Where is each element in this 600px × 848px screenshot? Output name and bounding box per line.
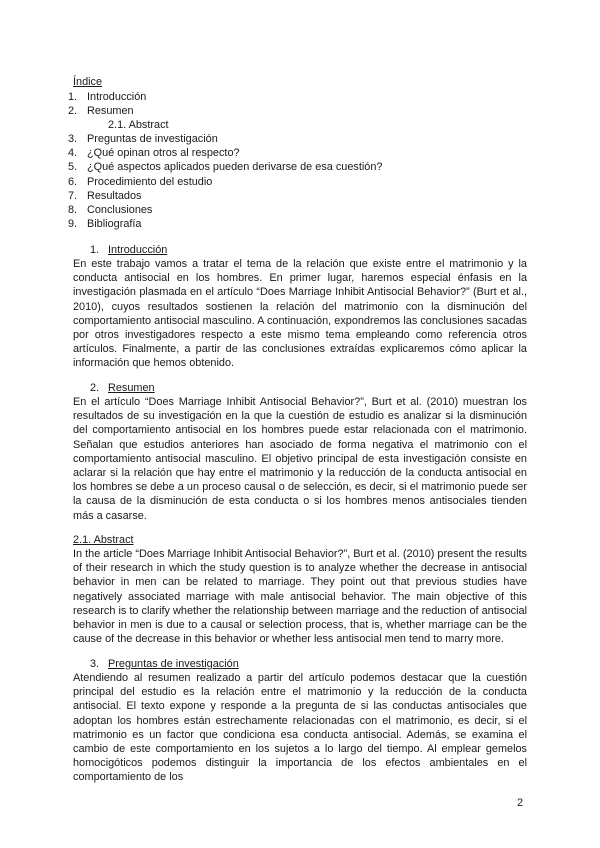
toc-item-label: Conclusiones	[87, 203, 153, 216]
toc-item	[68, 217, 528, 231]
toc-item-number: 1.	[68, 91, 78, 103]
toc-item-label: Preguntas de investigación	[87, 133, 218, 146]
section-title: Resumen	[108, 382, 155, 394]
toc-item-label: Resumen	[87, 105, 134, 118]
toc-item	[68, 118, 528, 132]
toc-item-number: 7.	[68, 189, 78, 202]
section-heading-resumen	[90, 381, 155, 395]
toc-item-label: 2.1. Abstract	[108, 119, 169, 132]
section-paragraph-abstract: In the article “Does Marriage Inhibit Antisocial Behavior?”, Burt et al. (2010) present the results of their research in which the study question is to analyze whether the decrease in antisocial behavior in men can be related to marriage. They point out that previous studies have negatively associated marriage with male antisocial behavior. The main objective of this research is to clarify whether the relationship between marriage and the reduction of antisocial behavior in men is due to a causal or selection process, that is, whether marriage can be the cause of the decrease in this behavior or whether less antisocial men tend to marry more.	[73, 548, 527, 646]
toc-item-number: 9.	[68, 217, 78, 230]
page-number: 2	[517, 797, 524, 809]
toc-item-label: Resultados	[87, 189, 142, 202]
section-paragraph-preguntas: Atendiendo al resumen realizado a partir del artículo podemos destacar que la cuestión principal del estudio es la relación entre el matrimonio y la reducción de la conducta antisocial. El texto expone y responde a la pregunta de si las conductas antisociales que adoptan los hombres están estrechamente relacionadas con el matrimonio, es decir, si el matrimonio es un factor que condiciona esa conducta antisocial. Además, se examina el cambio de este comportamiento en los sujetos a lo largo del tiempo. Al emplear gemelos homocigóticos podemos distinguir la importancia de los efectos ambientales en el comportamiento de los	[73, 672, 527, 784]
section-number: 2.	[90, 382, 100, 394]
toc-item	[68, 175, 528, 189]
toc-title: Índice	[73, 76, 103, 88]
toc-item-number: 3.	[68, 133, 78, 146]
section-heading-abstract: 2.1. Abstract	[73, 534, 134, 546]
toc-item-label: ¿Qué aspectos aplicados pueden derivarse de esa cuestión?	[87, 161, 383, 174]
toc-item	[68, 160, 528, 174]
toc-item-label: Procedimiento del estudio	[87, 175, 213, 188]
table-of-contents	[68, 90, 528, 231]
toc-item	[68, 203, 528, 217]
section-paragraph-intro: En este trabajo vamos a tratar el tema de la relación que existe entre el matrimonio y la conducta antisocial en los hombres. En primer lugar, haremos especial énfasis en la investigación plasmada en el artículo “Does Marriage Inhibit Antisocial Behavior?” (Burt et al., 2010), cuyos resultados sostienen la relación del matrimonio con la disminución del comportamiento antisocial masculino. A continuación, expondremos las conclusiones sacadas por otros investigadores respecto a este mismo tema empleando como referencia otros artículos. Finalmente, a partir de las conclusiones extraídas explicaremos cómo aplicar la información que hemos obtenido.	[73, 258, 527, 370]
section-heading-preguntas	[90, 657, 239, 671]
section-heading-intro	[90, 243, 167, 257]
section-number: 3.	[90, 658, 100, 670]
toc-item-number: 6.	[68, 175, 78, 188]
toc-item	[68, 104, 528, 118]
toc-item	[68, 189, 528, 203]
toc-item-label: ¿Qué opinan otros al respecto?	[87, 147, 240, 160]
toc-item-number: 2.	[68, 105, 78, 118]
section-title: Introducción	[108, 244, 168, 256]
toc-item-number: 8.	[68, 203, 78, 216]
section-paragraph-resumen: En el artículo “Does Marriage Inhibit Antisocial Behavior?”, Burt et al. (2010) muestran los resultados de su investigación en la que la cuestión de estudio es analizar si la disminución del comportamiento antisocial en los hombres puede estar relacionada con el matrimonio. Señalan que estudios anteriores han asociado de forma negativa el matrimonio con el comportamiento antisocial masculino. El objetivo principal de esta investigación consiste en aclarar si la relación que hay entre el matrimonio y la reducción de la conducta antisocial en los hombres se debe a un proceso causal o de selección, es decir, si el matrimonio puede ser la causa de la disminución de esta conducta o si los hombres menos antisociales tienden más a casarse.	[73, 396, 527, 522]
toc-item-number: 5.	[68, 161, 78, 174]
section-number: 1.	[90, 244, 100, 256]
toc-item	[68, 132, 528, 146]
section-title: Preguntas de investigación	[108, 658, 239, 670]
toc-item-number: 4.	[68, 147, 78, 160]
toc-item	[68, 146, 528, 160]
toc-item	[68, 90, 528, 104]
toc-item-label: Bibliografía	[87, 217, 142, 230]
toc-item-label: Introducción	[87, 91, 147, 103]
